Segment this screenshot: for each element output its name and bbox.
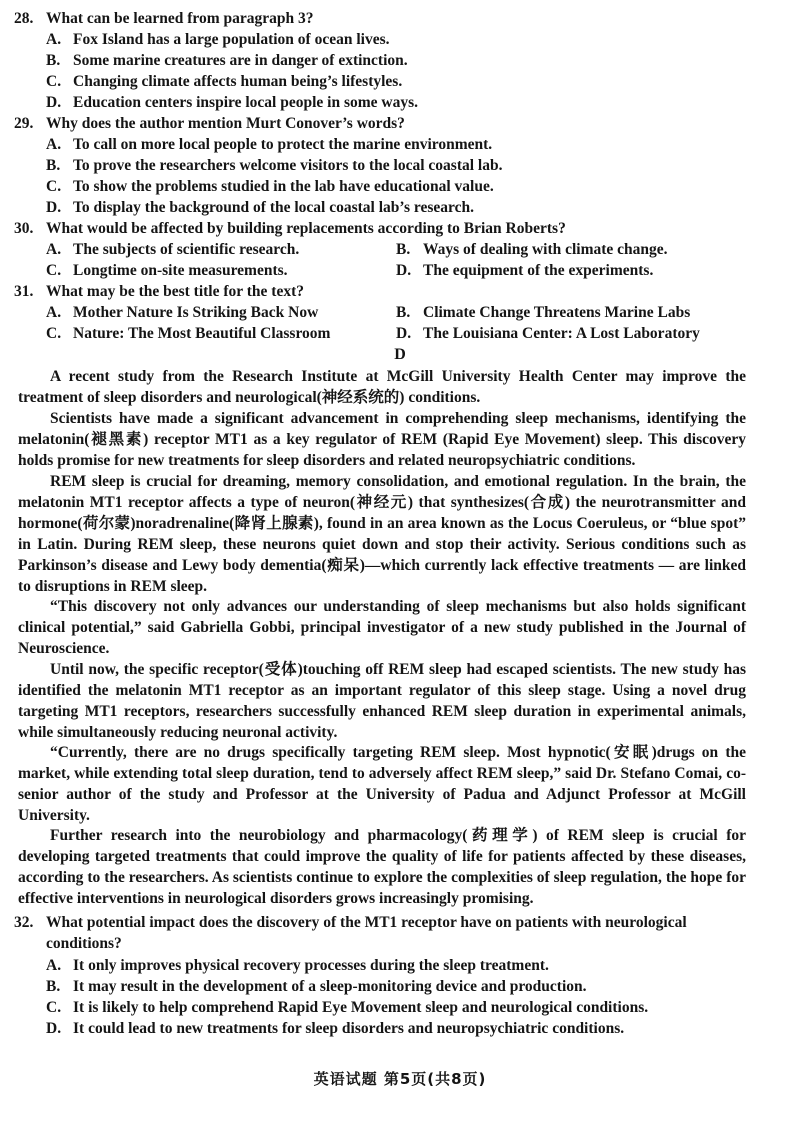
- option-text: To call on more local people to protect the marine environment.: [73, 136, 493, 153]
- option-28d: [46, 93, 418, 114]
- passage-paragraph-1: A recent study from the Research Institute at McGill University Health Center may improve the treatment of sleep disorders and neurological(神经系统的) conditions.: [18, 368, 746, 406]
- option-letter: A.: [46, 31, 62, 48]
- option-text: To display the background of the local coastal lab’s research.: [73, 199, 475, 216]
- option-letter: D.: [396, 262, 412, 279]
- option-text: It only improves physical recovery processes during the sleep treatment.: [73, 957, 549, 974]
- question-text: Why does the author mention Murt Conover’s words?: [46, 115, 405, 132]
- passage-paragraph-2: Scientists have made a significant advancement in comprehending sleep mechanisms, identifying the melatonin(褪黑素) receptor MT1 as a key regulator of REM (Rapid Eye Movement) sleep. This discovery holds promise for new treatments for sleep disorders and related neuropsychiatric conditions.: [18, 410, 746, 469]
- question-text: What can be learned from paragraph 3?: [46, 10, 314, 27]
- question-31-stem: [14, 282, 304, 303]
- option-31c: [46, 324, 330, 345]
- option-letter: C.: [46, 178, 62, 195]
- option-text: Climate Change Threatens Marine Labs: [423, 304, 691, 321]
- option-letter: D.: [46, 94, 62, 111]
- option-text: To prove the researchers welcome visitors to the local coastal lab.: [73, 157, 503, 174]
- option-letter: A.: [46, 241, 62, 258]
- option-29a: [46, 135, 492, 156]
- option-text: It could lead to new treatments for sleep disorders and neuropsychiatric conditions.: [73, 1020, 625, 1037]
- option-text: The Louisiana Center: A Lost Laboratory: [423, 325, 700, 342]
- option-text: Longtime on-site measurements.: [73, 262, 288, 279]
- question-32-stem: [14, 913, 749, 954]
- option-letter: D.: [46, 199, 62, 216]
- option-30d: [396, 261, 653, 282]
- option-29c: [46, 177, 494, 198]
- option-30b: [396, 240, 668, 261]
- option-28a: [46, 30, 390, 51]
- option-letter: D.: [46, 1020, 62, 1037]
- option-text: Education centers inspire local people in some ways.: [73, 94, 419, 111]
- question-number: 31.: [14, 283, 34, 300]
- option-text: Changing climate affects human being’s lifestyles.: [73, 73, 403, 90]
- option-letter: B.: [46, 52, 61, 69]
- passage-paragraph-7: Further research into the neurobiology and pharmacology(药理学) of REM sleep is crucial for developing targeted treatments that could improve the quality of life for patients affected by these diseases, according to the researchers. As scientists continue to explore the complexities of sleep regulation, the hope for effective interventions in neurological disorders grows increasingly promising.: [18, 827, 746, 907]
- option-32b: [46, 977, 587, 998]
- question-29-stem: [14, 114, 405, 135]
- option-text: To show the problems studied in the lab have educational value.: [73, 178, 494, 195]
- option-30a: [46, 240, 299, 261]
- question-text: What potential impact does the discovery of the MT1 receptor have on patients with neurological conditions?: [46, 914, 687, 952]
- option-letter: C.: [46, 325, 62, 342]
- option-31b: [396, 303, 690, 324]
- option-letter: B.: [396, 241, 411, 258]
- option-text: Nature: The Most Beautiful Classroom: [73, 325, 331, 342]
- question-number: 29.: [14, 115, 34, 132]
- option-31a: [46, 303, 318, 324]
- question-number: 28.: [14, 10, 34, 27]
- option-text: It may result in the development of a sleep-monitoring device and production.: [73, 978, 587, 995]
- passage-paragraph-4: “This discovery not only advances our understanding of sleep mechanisms but also holds significant clinical potential,” said Gabriella Gobbi, principal investigator of a new study published in the Journal of Neuroscience.: [18, 598, 746, 657]
- passage-paragraph-6: “Currently, there are no drugs specifically targeting REM sleep. Most hypnotic(安眠)drugs on the market, while extending total sleep duration, tend to adversely affect REM sleep,” said Dr. Stefano Comai, co-senior author of the study and Professor at the University of Padua and Adjunct Professor at McGill University.: [18, 744, 746, 824]
- option-32a: [46, 956, 549, 977]
- option-letter: C.: [46, 999, 62, 1016]
- option-31d: [396, 324, 700, 345]
- option-text: Some marine creatures are in danger of extinction.: [73, 52, 408, 69]
- option-30c: [46, 261, 288, 282]
- section-heading: D: [394, 346, 406, 363]
- option-letter: B.: [46, 978, 61, 995]
- option-letter: D.: [396, 325, 412, 342]
- option-letter: A.: [46, 136, 62, 153]
- option-32d: [46, 1019, 624, 1040]
- option-text: Mother Nature Is Striking Back Now: [73, 304, 319, 321]
- question-number: 32.: [14, 914, 34, 931]
- option-text: It is likely to help comprehend Rapid Eye Movement sleep and neurological conditions.: [73, 999, 649, 1016]
- question-text: What may be the best title for the text?: [46, 283, 304, 300]
- option-text: The subjects of scientific research.: [73, 241, 300, 258]
- option-28b: [46, 51, 408, 72]
- option-letter: C.: [46, 73, 62, 90]
- option-letter: B.: [46, 157, 61, 174]
- option-text: The equipment of the experiments.: [423, 262, 654, 279]
- option-32c: [46, 998, 648, 1019]
- option-letter: A.: [46, 304, 62, 321]
- page-footer: 英语试题 第5页(共8页): [313, 1070, 487, 1088]
- option-text: Ways of dealing with climate change.: [423, 241, 668, 258]
- question-30-stem: [14, 219, 566, 240]
- option-letter: B.: [396, 304, 411, 321]
- option-letter: C.: [46, 262, 62, 279]
- question-text: What would be affected by building replacements according to Brian Roberts?: [46, 220, 566, 237]
- question-28-stem: [14, 9, 314, 30]
- passage-paragraph-3: REM sleep is crucial for dreaming, memory consolidation, and emotional regulation. In the brain, the melatonin MT1 receptor affects a type of neuron(神经元) that synthesizes(合成) the neurotransmitter and hormone(荷尔蒙)noradrenaline(降肾上腺素), found in an area known as the Locus Coeruleus, or “blue spot” in Latin. During REM sleep, these neurons quiet down and stop their activity. Serious conditions such as Parkinson’s disease and Lewy body dementia(痴呆)—which currently lack effective treatments — are linked to disruptions in REM sleep.: [18, 473, 746, 595]
- question-number: 30.: [14, 220, 34, 237]
- option-28c: [46, 72, 402, 93]
- passage-paragraph-5: Until now, the specific receptor(受体)touching off REM sleep had escaped scientists. The new study has identified the melatonin MT1 receptor as an important regulator of this sleep stage. Using a novel drug targeting MT1 receptors, researchers successfully enhanced REM sleep duration in experimental animals, while simultaneously reducing neuronal activity.: [18, 661, 746, 741]
- option-29d: [46, 198, 474, 219]
- option-29b: [46, 156, 502, 177]
- option-letter: A.: [46, 957, 62, 974]
- option-text: Fox Island has a large population of ocean lives.: [73, 31, 390, 48]
